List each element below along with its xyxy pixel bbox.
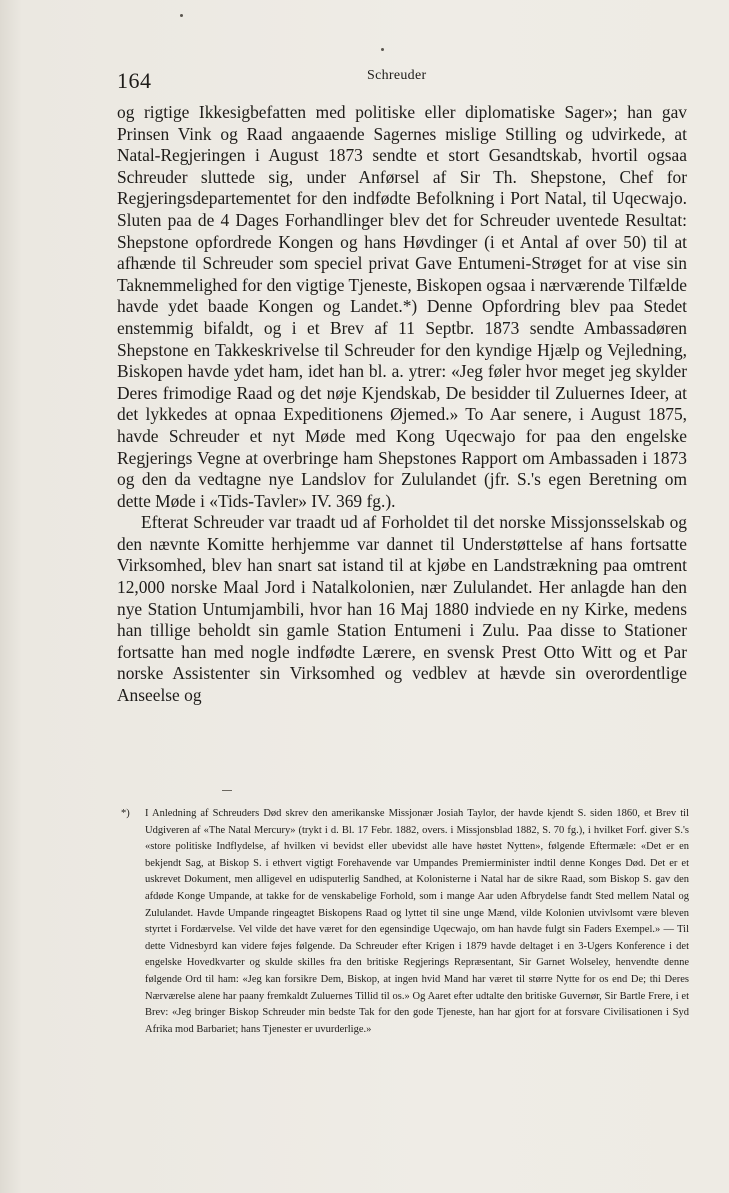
footnote [117,806,689,1038]
main-text [117,102,687,707]
paragraph: og rigtige Ikkesigbefatten med politiske eller diplomatiske Sager»; han gav Prinsen Vink og Raad angaaende Sagernes mislige Stilling og udvirkede, at Natal-Regjeringen i August 1873 sendte et stort Gesandtskab, hvortil ogsaa Schreuder sluttede sig, under Anførsel af Sir Th. Shepstone, Chef for Regjeringsdepartementet for den indfødte Befolkning i Port Natal, til Uqecwajo. Sluten paa de 4 Dages Forhandlinger blev det for Schreuder uventede Resultat: Shepstone opfordrede Kongen og hans Høvdinger (i et Antal af over 50) til at afhænde til Schreuder som speciel privat Gave Entumeni-Strøget for at vise sin Taknemmelighed for den vigtige Tjeneste, Biskopen ogsaa i nærværende Tilfælde havde ydet baade Kongen og Landet.*) Denne Opfordring blev paa Stedet enstemmig bifaldt, og i et Brev af 11 Septbr. 1873 sendte Ambassadøren Shepstone en Takkeskrivelse til Schreuder for den kyndige Hjælp og Vejledning, Biskopen havde ydet ham, idet han bl. a. ytrer: «Jeg føler hvor meget jeg skylder Deres frimodige Raad og det nøje Kjendskab, De besidder til Zuluernes Ideer, at det lykkedes at opnaa Expeditionens Øjemed.» To Aar senere, i August 1875, havde Schreuder et nyt Møde med Kong Uqecwajo for paa den engelske Regjerings Vegne at overbringe ham Shepstones Rapport om Ambassaden i 1873 og den da vedtagne nye Landslov for Zululandet (jfr. S.'s egen Beretning om dette Møde i «Tids-Tavler» IV. 369 fg.). [117,102,687,511]
page-number: 164 [117,68,152,93]
footnotes [117,806,689,1038]
footnote-divider [222,790,232,791]
ink-speck [381,48,384,51]
ink-speck [180,14,183,17]
running-title: Schreuder [367,68,427,83]
footnote-marker: *) [121,808,130,819]
page-header [117,64,687,94]
footnote-text: I Anledning af Schreuders Død skrev den amerikanske Missjonær Josiah Taylor, der havde kjendt S. siden 1860, et Brev til Udgiveren af «The Natal Mercury» (trykt i d. Bl. 17 Febr. 1882, overs. i Missjonsblad 1882, S. 70 fg.), i hvilket Forf. giver S.'s «store politiske Indflydelse, af hvilken vi bevidst eller ubevidst alle have høstet Nytten», følgende Eftermæle: «Det er en bekjendt Sag, at Biskop S. i ethvert vigtigt Forehavende var Umpandes Premierminister indtil denne Konges Død. Det er et uskrevet Dokument, men alligevel en udisputerlig Sandhed, at Kolonisterne i Natal har de sikre Raad, som Biskop S. gav den afdøde Konge Umpande, at takke for de venskabelige Forhold, som i mange Aar uden Afbrydelse fandt Sted mellem Natal og Zululandet. Havde Umpande ringeagtet Biskopens Raad og lyttet til sine unge Mænd, vilde Kolonien utvivlsomt være bleven styrtet i Fordærvelse. Vel vilde det have været for den egensindige Uqecwajo, om han havde fulgt sin Faders Exempel.» — Til dette Vidnesbyrd kan videre føjes følgende. Da Schreuder efter Krigen i 1879 havde deltaget i en 3-Ugers Konference i det engelske Hovedkvarter og skulde skilles fra den britiske Regjerings Repræsentant, Sir Garnet Wolseley, henvendte denne følgende Ord til ham: «Jeg kan forsikre Dem, Biskop, at ingen hvid Mand har været til større Nytte for os end De; thi Deres Nærværelse alene har paany fremkaldt Zuluernes Tillid til os.» Og Aaret efter udtalte den britiske Guvernør, Sir Bartle Frere, i et Brev: «Jeg bringer Biskop Schreuder min bedste Tak for den gode Tjeneste, han har gjort for at forsvare Civilisationen i Syd Afrika mod Barbariet; hans Tjenester er uvurderlige.» [145,808,689,1035]
paragraph: Efterat Schreuder var traadt ud af Forholdet til det norske Missjonsselskab og den nævnte Komitte herhjemme var dannet til Understøttelse af hans fortsatte Virksomhed, blev han snart sat istand til at kjøbe en Landstrækning paa omtrent 12,000 norske Maal Jord i Natalkolonien, nær Zululandet. Her anlagde han den nye Station Untumjambili, hvor han 16 Maj 1880 indviede en ny Kirke, medens han tillige beholdt sin gamle Station Entumeni i Zulu. Paa disse to Stationer fortsatte han med nogle indfødte Lærere, en svensk Prest Otto Witt og et Par norske Assistenter sin Virksomhed og vedblev at hævde sin overordentlige Anseelse og [117,512,687,706]
